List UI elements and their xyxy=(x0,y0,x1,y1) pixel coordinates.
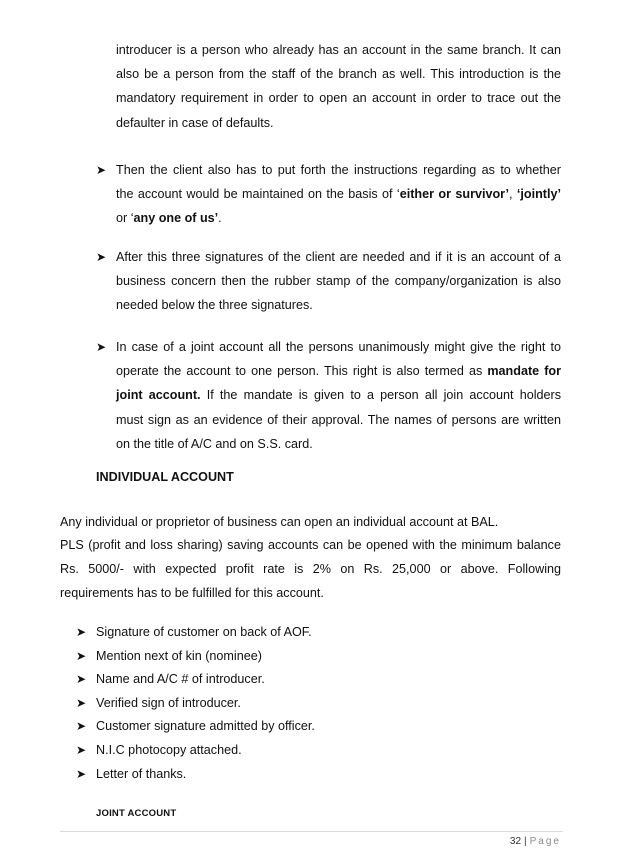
page-label: Page xyxy=(529,836,561,847)
intro-paragraph xyxy=(116,38,561,135)
intro-line: introducer is a person who already has an account in the same branch. It can xyxy=(116,43,561,57)
bold-term-jointly: ‘jointly’ xyxy=(516,187,561,202)
bullet-text xyxy=(116,245,561,318)
section-heading-individual-account: INDIVIDUAL ACCOUNT xyxy=(96,470,234,484)
bold-term-any-one-of-us: any one of us’ xyxy=(133,211,219,226)
bullet-item-joint-mandate xyxy=(96,335,561,456)
bullet-line: must sign as an evidence of their approval. The names of persons are written xyxy=(116,412,561,427)
text-segment: . xyxy=(218,211,222,226)
text-segment: the account would be maintained on the basis of ‘ xyxy=(116,187,400,202)
arrow-bullet-icon: ➤ xyxy=(76,695,87,710)
arrow-bullet-icon: ➤ xyxy=(96,250,107,264)
bullet-line: needed below the three signatures. xyxy=(116,298,313,313)
list-item-text: Verified sign of introducer. xyxy=(96,695,241,710)
individual-account-intro xyxy=(60,510,561,534)
bullet-text xyxy=(116,158,561,231)
bullet-line: After this three signatures of the client are needed and if it is an account of a xyxy=(116,250,561,264)
body-line: PLS (profit and loss sharing) saving accounts can be opened with the minimum balance xyxy=(60,538,561,552)
bullet-item-signatures xyxy=(96,245,561,318)
bold-term-mandate-for: mandate for xyxy=(487,364,561,379)
list-item-text: Customer signature admitted by officer. xyxy=(96,719,315,734)
text-segment: , xyxy=(509,187,517,202)
page-number: 32 xyxy=(509,836,522,847)
arrow-bullet-icon: ➤ xyxy=(76,766,87,781)
section-heading-joint-account: JOINT ACCOUNT xyxy=(96,808,177,819)
bullet-line xyxy=(116,383,561,407)
bullet-line: Then the client also has to put forth the instructions regarding as to whether xyxy=(116,163,561,177)
arrow-bullet-icon: ➤ xyxy=(76,742,87,757)
list-item-text: Name and A/C # of introducer. xyxy=(96,672,265,687)
bullet-line: business concern then the rubber stamp of the company/organization is also xyxy=(116,274,561,289)
footer-divider xyxy=(60,831,563,832)
intro-line: defaulter in case of defaults. xyxy=(116,115,274,130)
arrow-bullet-icon: ➤ xyxy=(76,672,87,687)
text-segment: operate the account to one person. This right is also termed as xyxy=(116,364,488,379)
text-segment: or ‘ xyxy=(116,211,134,226)
arrow-bullet-icon: ➤ xyxy=(76,648,87,663)
list-item-text: Signature of customer on back of AOF. xyxy=(96,625,312,639)
arrow-bullet-icon: ➤ xyxy=(76,625,87,639)
arrow-bullet-icon: ➤ xyxy=(96,340,107,354)
bullet-line xyxy=(116,182,561,206)
bullet-line xyxy=(116,206,561,230)
list-item-text: Letter of thanks. xyxy=(96,766,187,781)
bullet-item-instructions xyxy=(96,158,561,231)
body-line: requirements has to be fulfilled for this account. xyxy=(60,586,324,601)
bullet-line: on the title of A/C and on S.S. card. xyxy=(116,436,313,451)
intro-line: also be a person from the staff of the branch as well. This introduction is the xyxy=(116,67,561,82)
bullet-line xyxy=(116,359,561,383)
intro-line: mandatory requirement in order to open an account in order to trace out the xyxy=(116,91,561,106)
bullet-line: In case of a joint account all the persons unanimously might give the right to xyxy=(116,340,561,354)
arrow-bullet-icon: ➤ xyxy=(76,719,87,734)
list-item-text: N.I.C photocopy attached. xyxy=(96,742,242,757)
bullet-text xyxy=(116,335,561,456)
bold-term-joint-account: joint account. xyxy=(116,388,201,403)
bold-term-either-or-survivor: either or survivor’ xyxy=(399,187,510,202)
body-line: Any individual or proprietor of business can open an individual account at BAL. xyxy=(60,515,499,529)
pls-paragraph xyxy=(60,533,561,606)
body-line: Rs. 5000/- with expected profit rate is 2% on Rs. 25,000 or above. Following xyxy=(60,562,561,577)
list-item-text: Mention next of kin (nominee) xyxy=(96,648,262,663)
page-number-footer xyxy=(510,836,561,847)
arrow-bullet-icon: ➤ xyxy=(96,163,107,177)
text-segment: If the mandate is given to a person all join account holders xyxy=(200,388,562,403)
page-separator: | xyxy=(524,836,527,847)
